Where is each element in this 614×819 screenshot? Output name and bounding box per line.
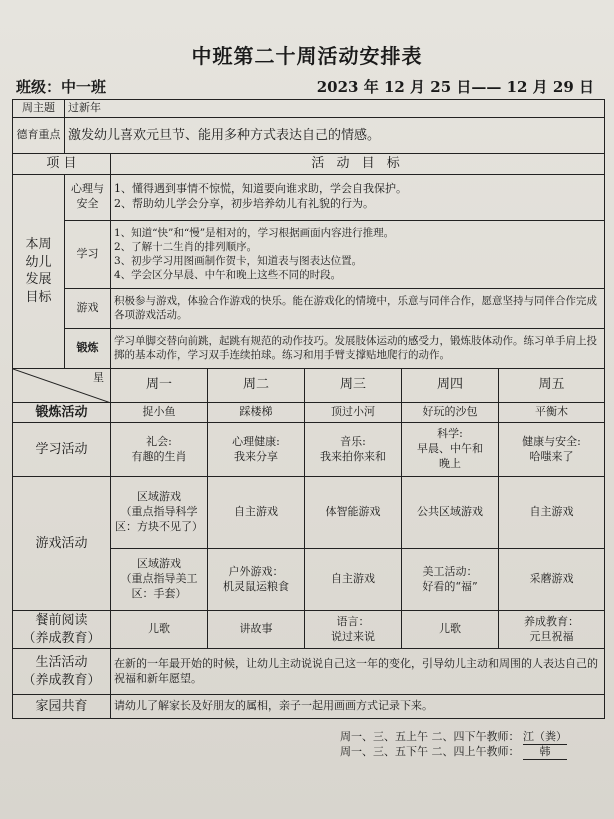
study-topic: 哈嗤来了 — [529, 449, 574, 463]
game-cell: 自主游戏 — [208, 477, 305, 549]
goal-row-psych — [13, 174, 605, 220]
study-subject: 心理健康: — [232, 434, 280, 448]
home-label: 家园共育 — [13, 695, 111, 719]
day-mon: 周一 — [111, 368, 208, 402]
game-row-1 — [13, 477, 605, 549]
reading-line: 养成教育： — [524, 614, 580, 628]
goal-row-study — [13, 220, 605, 288]
game-line: 区域游戏 — [137, 557, 181, 571]
goal-line: 1、知道“快”和“慢”是相对的，学习根据画面内容进行推理。 — [114, 226, 395, 239]
goal-area-study: 学习 — [65, 220, 111, 288]
home-row — [13, 695, 605, 719]
corner-label: 星 — [93, 370, 104, 384]
reading-label — [13, 611, 111, 649]
game-label: 游戏活动 — [13, 477, 111, 611]
home-value: 请幼儿了解家长及好朋友的属相，亲子一起用画画方式记录下来。 — [111, 695, 605, 719]
game-line: 区：方块不见了） — [115, 520, 203, 534]
goal-line: 3、初步学习用图画制作贺卡，知道表与图表达位置。 — [114, 255, 363, 268]
day-tue: 周二 — [208, 368, 305, 402]
game-line: 好看的“福” — [422, 579, 478, 593]
teacher-name-1: 江（粪） — [523, 730, 567, 743]
game-line: （重点指导科学 — [120, 505, 198, 519]
study-topic: 有趣的生肖 — [131, 449, 187, 463]
study-topic: 我来分享 — [234, 449, 278, 463]
moral-value: 激发幼儿喜欢元旦节、能用多种方式表达自己的情感。 — [65, 118, 605, 154]
exercise-row — [13, 402, 605, 423]
game-cell: 自主游戏 — [305, 549, 402, 611]
game-cell: 公共区域游戏 — [402, 477, 499, 549]
page-title: 中班第二十周活动安排表 — [191, 44, 423, 68]
reading-cell: 讲故事 — [208, 611, 305, 649]
game-cell — [111, 549, 208, 611]
goal-area-game: 游戏 — [65, 288, 111, 328]
goals-goal-header: 活 动 目 标 — [111, 154, 605, 175]
reading-line: 说过来说 — [331, 629, 375, 643]
goal-line: 1、懂得遇到事情不惊慌，知道要向谁求助，学会自我保护。 — [114, 182, 407, 196]
game-line: 户外游戏： — [228, 564, 284, 578]
game-line: 机灵鼠运粮食 — [223, 579, 289, 593]
day-fri: 周五 — [499, 368, 605, 402]
game-line: 区：手套） — [131, 587, 187, 601]
reading-label-sub: （养成教育） — [22, 630, 101, 646]
study-label: 学习活动 — [13, 423, 111, 477]
goal-line: 2、了解十二生肖的排列顺序。 — [114, 240, 258, 253]
schedule-table — [12, 99, 605, 719]
goal-text-study — [111, 220, 605, 288]
exercise-cell: 顶过小河 — [305, 402, 402, 423]
game-cell: 自主游戏 — [499, 477, 605, 549]
day-thu: 周四 — [402, 368, 499, 402]
goal-row-exercise — [13, 328, 605, 368]
moral-row — [13, 118, 605, 154]
theme-value: 过新年 — [65, 100, 605, 118]
goal-area-psych: 心理与安全 — [65, 174, 111, 220]
goal-text-psych — [111, 174, 605, 220]
exercise-cell: 踩楼梯 — [208, 402, 305, 423]
reading-cell: 儿歌 — [402, 611, 499, 649]
study-cell — [402, 423, 499, 477]
study-subject: 科学: — [437, 427, 463, 441]
corner-cell — [13, 368, 111, 402]
study-topic: 晚上 — [439, 457, 461, 471]
goals-side-label: 本周幼儿发展目标 — [13, 174, 65, 368]
exercise-cell: 好玩的沙包 — [402, 402, 499, 423]
goal-area-exercise: 锻炼 — [65, 328, 111, 368]
game-line: 区域游戏 — [137, 490, 181, 504]
reading-row — [13, 611, 605, 649]
reading-line: 元旦祝福 — [529, 629, 574, 643]
game-cell — [111, 477, 208, 549]
game-cell: 采蘑游戏 — [499, 549, 605, 611]
moral-label: 德育重点 — [13, 118, 65, 154]
study-cell — [111, 423, 208, 477]
exercise-cell: 捉小鱼 — [111, 402, 208, 423]
game-line: （重点指导美工 — [120, 572, 198, 586]
theme-label: 周主题 — [13, 100, 65, 118]
life-row — [13, 649, 605, 695]
game-line: 美工活动： — [422, 564, 478, 578]
teacher-name-2: 韩 — [523, 743, 567, 760]
study-cell — [305, 423, 402, 477]
study-subject: 健康与安全: — [522, 434, 581, 448]
reading-label-main: 餐前阅读 — [35, 613, 88, 629]
game-cell: 体智能游戏 — [305, 477, 402, 549]
study-cell — [208, 423, 305, 477]
study-subject: 礼会: — [146, 434, 172, 448]
date-range: 2023 年 12 月 25 日—— 12 月 29 日 — [316, 78, 594, 96]
reading-cell — [305, 611, 402, 649]
study-topic: 早晨、中午和 — [417, 442, 483, 456]
study-row — [13, 423, 605, 477]
teacher-line-2 — [340, 743, 567, 760]
teacher-line-2-text: 周一、三、五下午 二、四上午教师： — [340, 745, 520, 758]
life-label — [13, 649, 111, 695]
study-subject: 音乐: — [340, 434, 366, 448]
life-label-sub: （养成教育） — [22, 672, 101, 688]
theme-row — [13, 100, 605, 118]
teacher-line-1-text: 周一、三、五上午 二、四下午教师： — [340, 730, 520, 743]
study-topic: 我来拍你来和 — [320, 449, 386, 463]
goal-text-game: 积极参与游戏，体验合作游戏的快乐。能在游戏化的情境中，乐意与同伴合作，愿意坚持与同伴合作完成各项游戏活动。 — [111, 288, 605, 328]
goal-text-exercise: 学习单脚交替向前跳，起跳有规范的动作技巧。发展肢体运动的感受力，锻炼肢体动作。练习单手肩上投掷的基本动作，学习双手连续拍球。练习和用手臂支撑贴地爬行的动作。 — [111, 328, 605, 368]
reading-cell: 儿歌 — [111, 611, 208, 649]
life-label-main: 生活活动 — [35, 655, 88, 671]
exercise-label: 锻炼活动 — [13, 402, 111, 423]
game-cell — [208, 549, 305, 611]
exercise-cell: 平衡木 — [499, 402, 605, 423]
goals-header-row — [13, 154, 605, 175]
game-cell — [402, 549, 499, 611]
goal-row-game — [13, 288, 605, 328]
life-value: 在新的一年最开始的时候，让幼儿主动说说自己这一年的变化，引导幼儿主动和周围的人表达自己的祝福和新年愿望。 — [111, 649, 605, 695]
goal-line: 4、学会区分早晨、中午和晚上这些不同的时段。 — [114, 269, 342, 282]
class-label: 班级：中一班 — [16, 78, 107, 96]
reading-cell — [499, 611, 605, 649]
study-cell — [499, 423, 605, 477]
goal-line: 2、帮助幼儿学会分享，初步培养幼儿有礼貌的行为。 — [114, 197, 374, 211]
reading-line: 语言： — [336, 614, 370, 628]
days-header-row — [13, 368, 605, 402]
goals-item-header: 项 目 — [13, 154, 111, 175]
day-wed: 周三 — [305, 368, 402, 402]
